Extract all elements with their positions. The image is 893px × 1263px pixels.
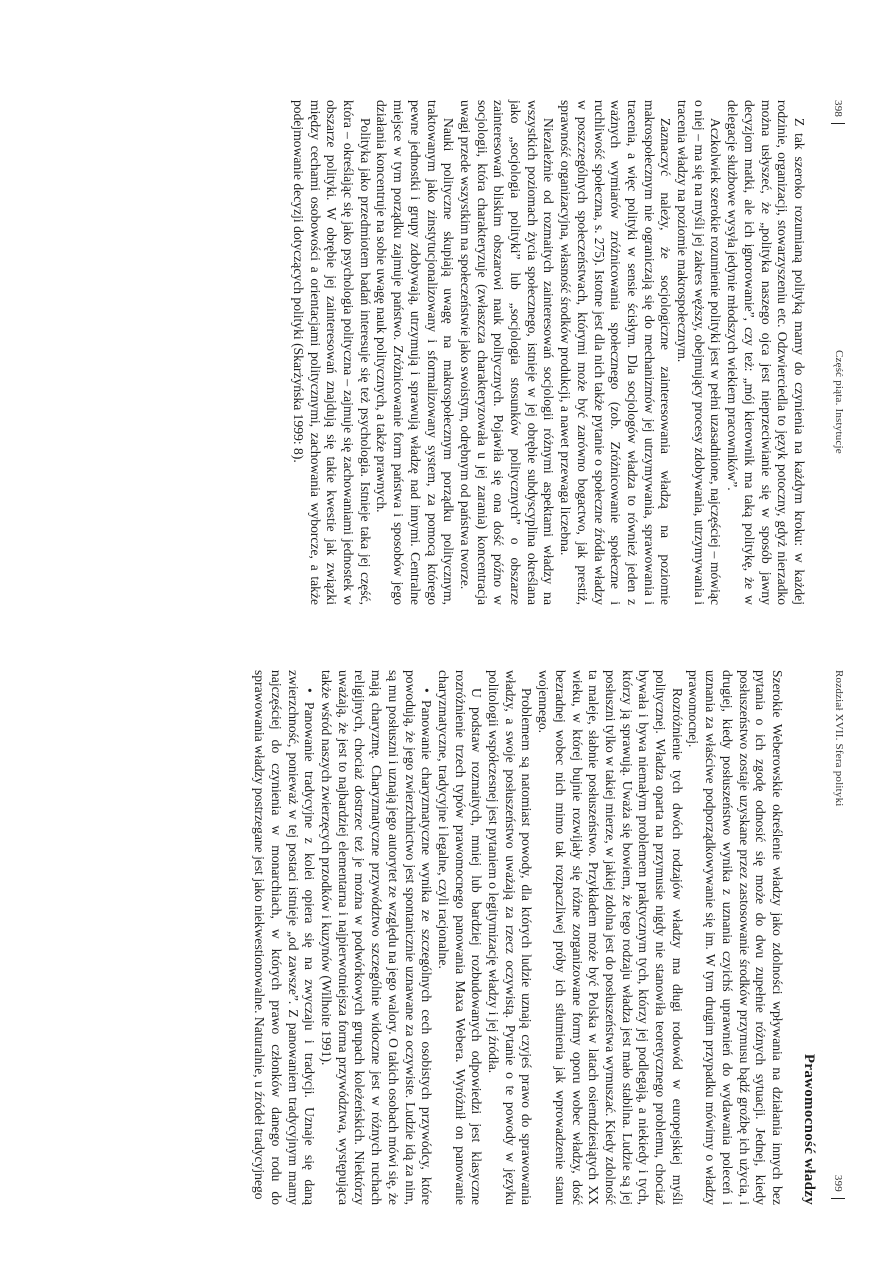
right-page-number: 399 — [832, 1174, 845, 1192]
left-running-title: Część piąta. Instytucje — [833, 350, 845, 454]
paragraph: • Panowanie charyzmatyczne wynika ze szczególnych cech osobistych przywódcy, które powodują, że jego zwierzchnictwo jest spontanicznie uznawane za oczywiste. Ludzie idą za nim, są mu posłuszni i uznają jego autorytet ze względu na jego walory. O takich osobach mówi się, że mają charyzmę. Charyzmatyczne przywództwo szczególnie widoczne jest w różnych ruchach religijnych, chociaż dostrzec też je można w podwórkowych grupach koleżeńskich. Niektórzy uważają, że jest to najbardziej elementarna i najpierwotniejsza forma przywództwa, występująca także wśród naszych zwierzęcych przodków i kuzynów (Wilhoite 1991). — [319, 670, 435, 1205]
left-running-head — [831, 100, 845, 560]
right-running-title: Rozdział XVII. Sfera polityki — [833, 670, 845, 807]
paragraph: Nauki polityczne skupiają uwagę na makrospołecznym porządku politycznym, traktowanym jako zinstytucjonalizowany i sformalizowany system, za pomocą którego pewne jednostki i grupy zdobywają, utrzymują i sprawują władzę nad innymi. Centralne miejsce w tym porządku zajmuje państwo. Zróżnicowanie form państwa i sposobów jego działania koncentruje na sobie uwagę nauk politycznych, a także prawnych. — [374, 100, 457, 605]
right-page — [0, 640, 893, 1263]
paragraph: Polityka jako przedmiotem badań interesuje się też psychologia. Istnieje taka jej część, która – określając się jako psychologia polityczna – zajmuje się zachowaniami jednostek w obszarze polityki. W obrębie jej zainteresowań znajdują się takie kwestie jak związki między cechami osobowości a orientacjami politycznymi, zachowania wyborcze, a także podejmowanie decyzji dotyczących polityki (Skarżyńska 1999: 8). — [290, 100, 373, 605]
page-number-rule — [831, 123, 845, 124]
paragraph: Szerokie Weberowskie określenie władzy jako zdolności wpływania na działania innych bez pytania o ich zgodę odnosić się może do dwu zupełnie różnych sytuacji. Jednej, kiedy posłuszeństwo zostaje uzyskane przez zastosowanie środków przymusu bądź groźbę ich użycia, i drugiej, kiedy posłuszeństwo wynika z uznania czyichś uprawnień do wydawania poleceń i uznania za właściwe podporządkowywanie się im. W tym drugim przypadku mówimy o władzy prawomocnej. — [686, 670, 785, 1205]
paragraph: Niezależnie od rozmaitych zainteresowań socjologii różnymi aspektami władzy na wszystkich poziomach życia społecznego, istnieje w jej obrębie subdyscyplina określana jako „socjologia polityki” lub „socjologia stosunków politycznych” o obszarze zainteresowań bliskim obszarowi nauk politycznych. Pojawiła się ona dość późno w socjologii, która charakteryzuje (zwłaszcza charakteryzowała u jej zarania) koncentracja uwagi przede wszystkim na społeczeństwie jako swoistym, odrębnym od państwa tworze. — [457, 100, 557, 605]
page-number-rule — [831, 1198, 845, 1199]
left-page-number: 398 — [832, 100, 845, 118]
paragraph: Z tak szeroko rozumianą polityką mamy do czynienia na każdym kroku: w każdej rodzinie, organizacji, stowarzyszeniu etc. Odzwierciedla to język potoczny, gdyż nierzadko można usłyszeć, że „polityka naszego ojca jest nieprzeciwianie się w sposób jawny decyzjom matki, ale ich ignorowanie”, czy też: „mój kierownik ma taką politykę, że w delegacje służbowe wysyła jedynie młodszych wiekiem pracowników”. — [725, 100, 807, 605]
left-page-body — [289, 100, 807, 605]
paragraph: Problemem są natomiast powody, dla których ludzie uznają czyjeś prawo do sprawowania władzy, a swoje posłuszeństwo uważają za rzecz oczywistą. Pytanie o te powody w języku politologii współczesnej jest pytaniem o legitymizację władzy i jej źródła. — [486, 670, 535, 1205]
paragraph: U podstaw rozmaitych, mniej lub bardziej rozbudowanych odpowiedzi jest klasyczne rozróżnienie trzech typów prawomocnego panowania Maxa Webera. Wyróżnił on panowanie charyzmatyczne, tradycyjne i legalne, czyli racjonalne. — [435, 670, 485, 1205]
paragraph: • Panowanie tradycyjne z kolei opiera się na zwyczaju i tradycji. Uznaje się daną zwierzchność, ponieważ w tej postaci istnieje „od zawsze”. Z panowaniem tradycyjnym mamy najczęściej do czynienia w monarchiach, w których prawo członków danego rodu do sprawowania władzy postrzegane jest jako niekwestionowalne. Naturalnie, u źródeł tradycyjnego — [252, 670, 318, 1205]
paragraph: Rozróżnienie tych dwóch rodzajów władzy ma długi rodowód w europejskiej myśli politycznej. Władza oparta na przymusie nigdy nie stanowiła teoretycznego problemu, chociaż bywała i bywa niemałym problemem praktycznym tych, którzy jej podlegają, a niekiedy i tych, którzy ją sprawują. Uważa się bowiem, że tego rodzaju władza jest mało stabilna. Ludzie są jej posłuszni tylko w takiej mierze, w jakiej zdolna jest do posłuszeństwa wymuszać. Kiedy zdolność ta maleje, słabnie posłuszeństwo. Przykładem może być Polska w latach osiemdziesiątych XX wieku, w której bujnie rozwijały się różne zorganizowane formy oporu wobec władzy, dość bezradnej wobec nich mimo tak rozpaczliwej próby ich stłumienia jak wprowadzenie stanu wojennego. — [536, 670, 685, 1205]
right-page-body — [251, 670, 786, 1205]
paragraph: Aczkolwiek szerokie rozumienie polityki jest w pełni uzasadnione, najczęściej – mówiąc o niej – ma się na myśli jej zakres węższy, obejmujący procesy zdobywania, utrzymywania i tracenia władzy na poziomie makrospołecznym. — [675, 100, 724, 605]
right-page-number-wrap — [831, 1175, 845, 1205]
section-title: Prawomocność władzy — [801, 1053, 817, 1205]
left-page — [0, 0, 893, 620]
paragraph: Zaznaczyć należy, że socjologiczne zainteresowania władzą na poziomie makrospołecznym nie ograniczają się do mechanizmów jej utrzymywania, sprawowania i tracenia, a więc polityki w sensie ścisłym. Dla socjologów władza to również jeden z ważnych wymiarów zróżnicowania społecznego (zob. Zróżnicowanie społeczne i ruchliwość społeczna, s. 275). Istotne jest dla nich także pytanie o społeczne źródła władzy w poszczególnych społeczeństwach, którymi może być zarówno bogactwo, jak prestiż, sprawność organizacyjna, własność środków produkcji, a nawet przewaga liczebna. — [558, 100, 674, 605]
